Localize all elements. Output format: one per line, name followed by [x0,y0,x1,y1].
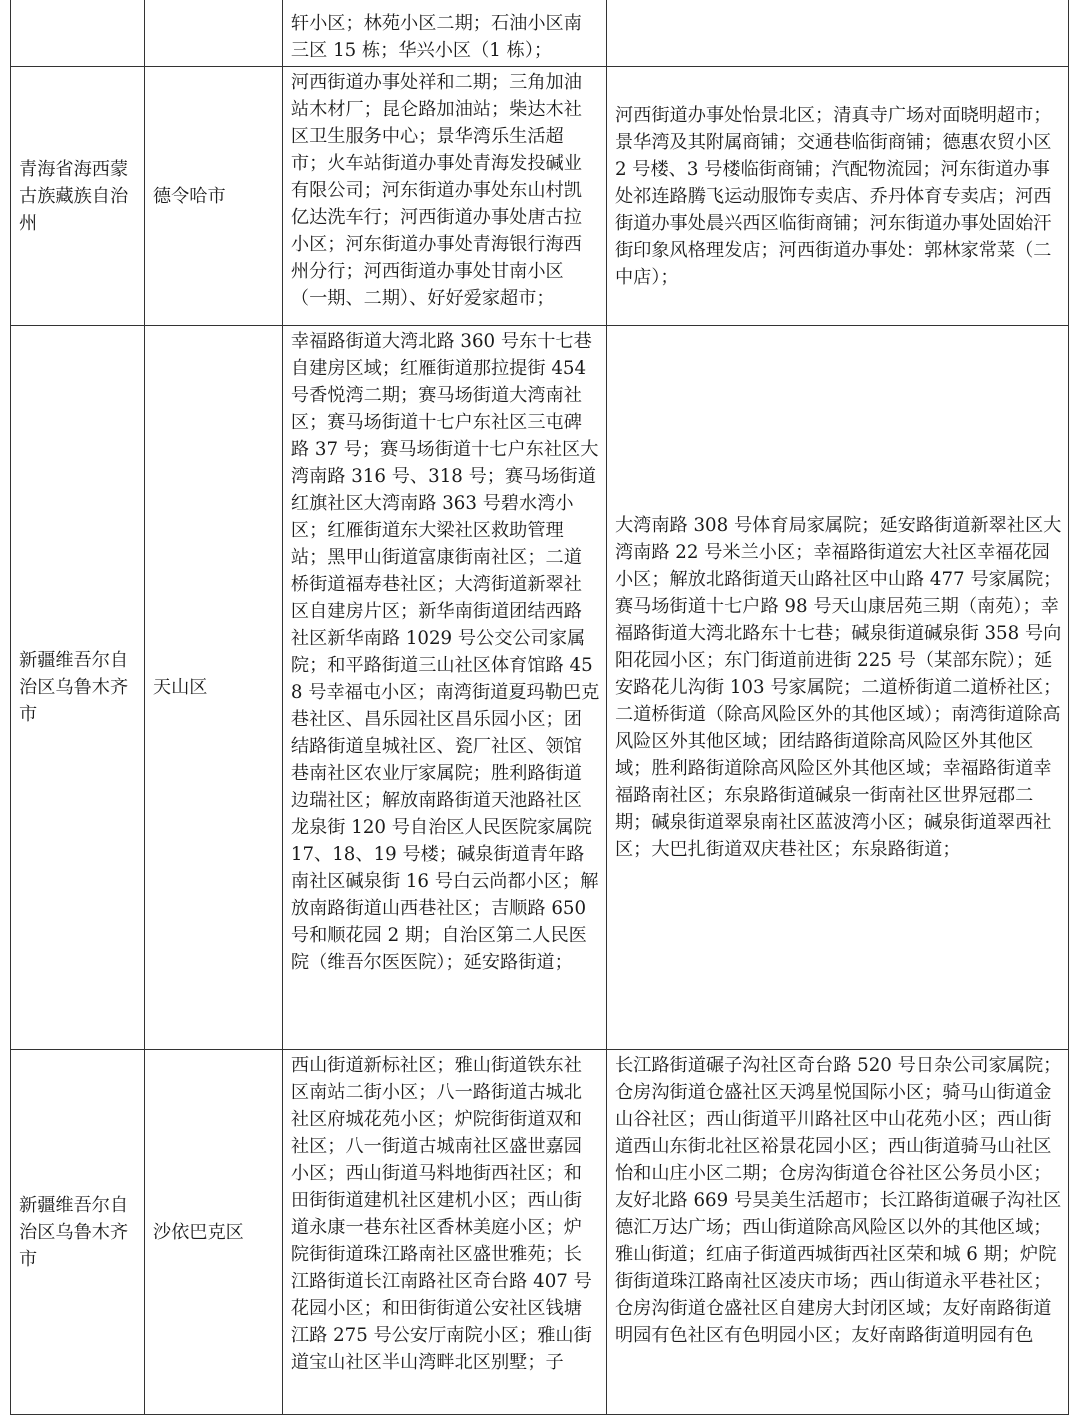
table-row [11,326,1069,1050]
high-risk-text: 西山街道新标社区；雅山街道铁东社区南站二街小区；八一路街道古城北社区府城花苑小区；炉院街街道双和社区；八一街道古城南社区盛世嘉园小区；西山街道马料地街西社区；和田街街道建机社区建机小区；西山街道永康一巷东社区香林美庭小区；炉院街街道珠江路南社区盛世雅苑；长江路街道长江南路社区奇台路 407 号花园小区；和田街街道公安社区钱塘江路 275 号公安厅南院小区；雅山街道宝山社区半山湾畔北区别墅；子 [290,1055,592,1373]
risk-area-table [10,0,1069,1415]
medium-risk-text: 长江路街道碾子沟社区奇台路 520 号日杂公司家属院；仓房沟街道仓盛社区天鸿星悦国际小区；骑马山街道金山谷社区；西山街道平川路社区中山花苑小区；西山街道西山东街北社区裕景花园小区；西山街道骑马山社区怡和山庄小区二期；仓房沟街道仓谷社区公务员小区；友好北路 669 号昊美生活超市；长江路街道碾子沟社区德汇万达广场；西山街道除高风险区以外的其他区域；雅山街道；红庙子街道西城街西社区荣和城 6 期；炉院街街道珠江路南社区凌庆市场；西山街道永平巷社区；仓房沟街道仓盛社区自建房大封闭区域；友好南路街道明园有色社区有色明园小区；友好南路街道明园有色 [614,1055,1062,1346]
high-risk-cell: 幸福路街道大湾北路 360 号东十七巷自建房区域；红雁街道那拉提街 454 号香悦湾二期；赛马场街道大湾南社区；赛马场街道十七户东社区三屯碑路 37 号；赛马场街道十七户东社区大湾南路 316 号、318 号；赛马场街道红旗社区大湾南路 363 号碧水湾小区；红雁街道东大梁社区救助管理站；黑甲山街道富康街南社区；二道桥街道福寿巷社区；大湾街道新翠社区自建房片区；新华南街道团结西路社区新华南路 1029 号公交公司家属院；和平路街道三山社区体育馆路 458 号幸福屯小区；南湾街道夏玛勒巴克巷社区、昌乐园社区昌乐园小区；团结路街道皇城社区、瓷厂社区、领馆巷南社区农业厅家属院；胜利路街道边瑞社区；解放南路街道天池路社区龙泉街 120 号自治区人民医院家属院 17、18、19 号楼；碱泉街道青年路南社区碱泉街 16 号白云尚都小区；解放南路街道山西巷社区；吉顺路 650 号和顺花园 2 期；自治区第二人民医院（维吾尔医医院）；延安路街道； [282,326,606,1050]
medium-risk-cell [606,1050,1068,1415]
medium-risk-cell: 河西街道办事处怡景北区；清真寺广场对面晓明超市；景华湾及其附属商铺；交通巷临街商铺；德惠农贸小区 2 号楼、3 号楼临街商铺；汽配物流园；河东街道办事处祁连路腾飞运动服饰专卖店、乔丹体育专卖店；河西街道办事处晨兴西区临街商铺；河东街道办事处固始汗街印象风格理发店；河西街道办事处：郭林家常菜（二中店）； [606,67,1068,326]
table-row [11,0,1069,67]
high-risk-cell: 河西街道办事处祥和二期；三角加油站木材厂；昆仑路加油站；柴达木社区卫生服务中心；景华湾乐生活超市；火车站街道办事处青海发投碱业有限公司；河东街道办事处东山村凯亿达洗车行；河西街道办事处唐古拉小区；河东街道办事处青海银行海西州分行；河西街道办事处甘南小区（一期、二期）、好好爱家超市； [282,67,606,326]
table-row [11,1050,1069,1415]
medium-risk-cell [606,0,1068,67]
region-cell: 新疆维吾尔自治区乌鲁木齐市 [11,1050,145,1415]
district-cell: 沙依巴克区 [144,1050,282,1415]
medium-risk-cell: 大湾南路 308 号体育局家属院；延安路街道新翠社区大湾南路 22 号米兰小区；幸福路街道宏大社区幸福花园小区；解放北路街道天山路社区中山路 477 号家属院；赛马场街道十七户路 98 号天山康居苑三期（南苑）；幸福路街道大湾北路东十七巷；碱泉街道碱泉街 358 号向阳花园小区；东门街道前进街 225 号（某部东院）；延安路花儿沟街 103 号家属院；二道桥街道二道桥社区；二道桥街道（除高风险区外的其他区域）；南湾街道除高风险区外其他区域；团结路街道除高风险区外其他区域；胜利路街道除高风险区外其他区域；幸福路街道幸福路南社区；东泉路街道碱泉一街南社区世界冠郡二期；碱泉街道翠泉南社区蓝波湾小区；碱泉街道翠西社区；大巴扎街道双庆巷社区；东泉路街道； [606,326,1068,1050]
table-row [11,67,1069,326]
district-cell: 德令哈市 [144,67,282,326]
high-risk-cell: 轩小区；林苑小区二期；石油小区南三区 15 栋；华兴小区（1 栋）； [282,0,606,67]
district-cell [144,0,282,67]
high-risk-cell [282,1050,606,1415]
region-cell: 青海省海西蒙古族藏族自治州 [11,67,145,326]
region-cell: 新疆维吾尔自治区乌鲁木齐市 [11,326,145,1050]
region-cell [11,0,145,67]
district-cell: 天山区 [144,326,282,1050]
